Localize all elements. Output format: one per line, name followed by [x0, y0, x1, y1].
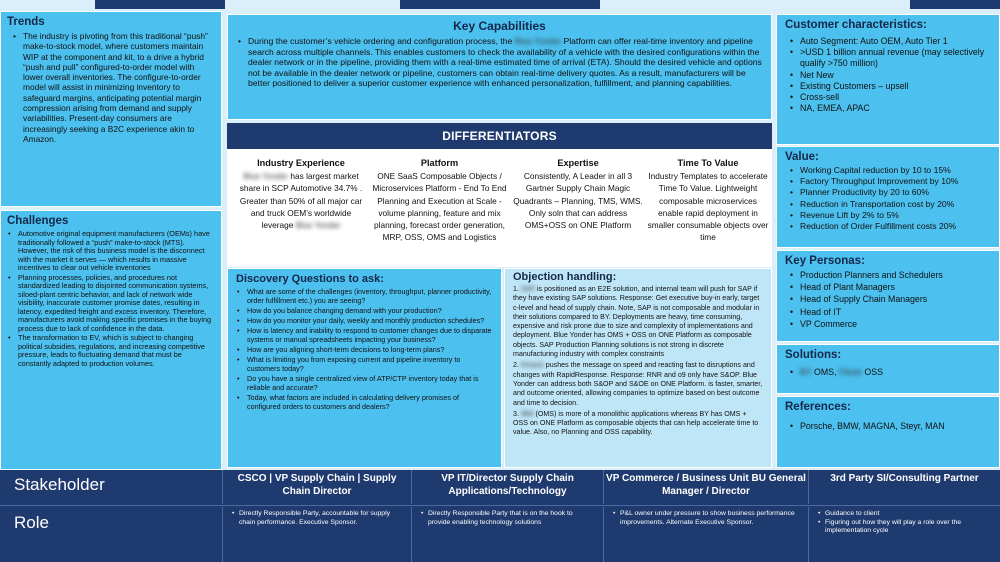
table-header-csco: CSCO | VP Supply Chain | Supply Chain Director: [222, 470, 411, 504]
solution-label: OMS,: [814, 367, 837, 377]
top-strip-left: [95, 0, 225, 9]
stakeholder-table: [0, 470, 1000, 562]
solution-label: OSS: [864, 367, 883, 377]
role-row-label: Role: [14, 513, 49, 532]
list-item: • Reduction in Transportation cost by 20%: [789, 199, 991, 210]
table-cell-role: [808, 507, 1000, 562]
references-title: References:: [785, 401, 851, 413]
diff-heading: Industry Experience: [257, 158, 345, 168]
list-item: • How is latency and inability to respond to customer changes due to disparate systems or manual spreadsheets impacting your business?: [236, 326, 493, 345]
list-item: • >USD 1 billion annual revenue (may selectively qualify >750 million): [789, 47, 991, 69]
challenges-title: Challenges: [7, 215, 69, 227]
list-item: • Net New: [789, 70, 991, 81]
list-item: • Auto Segment: Auto OEM, Auto Tier 1: [789, 36, 991, 47]
blurred-company-name: Blue Yonder: [514, 36, 562, 46]
objection-item: [513, 361, 763, 407]
objection-num: 2.: [513, 361, 519, 370]
diff-heading: Platform: [420, 158, 459, 168]
list-item: • Porsche, BMW, MAGNA, Steyr, MAN: [789, 421, 991, 431]
list-item: • Factory Throughput Improvement by 10%: [789, 176, 991, 187]
customer-list: [785, 36, 991, 114]
key-capabilities-title: Key Capabilities: [453, 19, 546, 33]
diff-text: ONE SaaS Composable Objects / Microservices Platform - End To End Planning and Execution at Scale - volume planning, feature and mix planning, forecast order generation, MRP, OSS, OMS and Logistics: [372, 171, 507, 243]
objection-num: 3.: [513, 409, 519, 418]
table-header-vp-commerce: VP Commerce / Business Unit BU General Manager / Director: [603, 470, 808, 504]
challenges-list: [7, 230, 215, 368]
list-item: • Existing Customers – upsell: [789, 81, 991, 92]
list-item: • Reduction of Order Fulfillment costs 20%: [789, 221, 991, 232]
blurred-company-name: SAP: [520, 285, 535, 293]
top-strip-center: [400, 0, 600, 9]
list-item: • The transformation to EV, which is subject to changing political subsidies, regulations, and increasing competitive pressure, leads to fluctuating demand that must be constantly adapted to production volumes.: [7, 334, 215, 368]
differentiators-body: [227, 149, 772, 267]
list-item: • Directly Responsible Party, accountable for supply chain performance. Executive Sponsor.: [231, 510, 403, 527]
diff-col-time-to-value: [647, 157, 769, 267]
list-item: • Revenue Lift by 2% to 5%: [789, 210, 991, 221]
top-strip-right: [910, 0, 1000, 9]
diff-col-industry: [235, 157, 367, 267]
diff-text: Industry Templates to accelerate Time To Value. Lightweight composable microservices enable rapid deployment in smaller consumable objects over time: [647, 171, 769, 243]
diff-text: [235, 170, 367, 231]
objection-text: pushes the message on speed and reacting fast to disruptions and changes with RapidResponse. Response: RNR and o9 only have S&OP. Blue Yonder can address both S&OP and S&OE on ONE Platform. is faster, smarter, and outcome oriented, allowing companies to optimize based on best outcome and time to decision.: [513, 361, 763, 407]
diff-heading: Expertise: [557, 158, 599, 168]
objection-title: Objection handling:: [513, 271, 617, 283]
discovery-title: Discovery Questions to ask:: [236, 273, 384, 285]
list-item: • Automotive original equipment manufacturers (OEMs) have traditionally followed a “push” make-to-stock (MTS). However, the risk of this business model is the disconnect with the market it serves — which results in massive incentives to clear out vehicle inventories: [7, 230, 215, 273]
value-title: Value:: [785, 151, 819, 163]
personas-title: Key Personas:: [785, 255, 865, 267]
diff-col-expertise: [512, 157, 644, 267]
solutions-title: Solutions:: [785, 349, 842, 361]
table-cell-role: [222, 507, 411, 562]
table-header-vp-it: VP IT/Director Supply Chain Applications/Technology: [411, 470, 603, 504]
objection-num: 1.: [513, 285, 519, 293]
key-personas-panel: [776, 250, 1000, 342]
table-cell-role: [411, 507, 603, 562]
value-panel: [776, 146, 1000, 248]
list-item: • Figuring out how they will play a role over the implementation cycle: [817, 519, 992, 536]
references-panel: [776, 396, 1000, 468]
list-item: • NA, EMEA, APAC: [789, 103, 991, 114]
list-item: • Head of IT: [789, 306, 991, 318]
list-item: • Planning processes, policies, and procedures not standardized leading to disjointed communication systems, siloed-plant centric behavior, and lack of network wide visibility, inaccurate customer promise dates, resulting in latency, expedited freight and excess inventory. Therefore, manufacturers avoid making specific promises in the buying process due to lack of confidence in the data.: [7, 274, 215, 334]
list-item: • Working Capital reduction by 10 to 15%: [789, 165, 991, 176]
list-item: • P&L owner under pressure to show business performance improvements. Alternate Executive Sponsor.: [612, 510, 800, 527]
trends-text: • The industry is pivoting from this traditional “push” make-to-stock model, where customers maintain WIP at the component and kit, to a drive a hybrid “push and pull” configured-to-order model with lower overall inventories. The configure-to-order model will assist in minimizing inventory to safeguard margins, anticipating potential margin compression arising from demand and supply variabilities. Present-day consumers are increasingly seeking a B2C experience akin to Amazon.: [7, 31, 215, 144]
list-item: • Do you have a single centralized view of ATP/CTP inventory today that is reliable and accurate?: [236, 374, 493, 393]
kc-text-before: During the customer’s vehicle ordering and configuration process, the: [248, 36, 515, 46]
stakeholder-row-label: Stakeholder: [14, 475, 105, 494]
personas-list: [785, 269, 991, 330]
trends-title: Trends: [7, 16, 45, 28]
objection-text: is positioned as an E2E solution, and internal team will push for SAP if they have existing SAP solutions. Response: Get executive buy-in early, target c-level and head of supply chain. Note, SAP is not composable and modular in their solutions compared to BY. Deployments are heavy, time consuming, expensive and risk prone due to size and complexity of implementations and deployment. Blue Yonder has OMS + OSS on ONE Platform as composable objects. SAP Production Planning solutions is not strong in discrete manufacturing industry with complex constraints: [513, 285, 760, 359]
list-item: • Cross-sell: [789, 92, 991, 103]
blurred-company-name: Blue Yonder: [295, 220, 341, 231]
solutions-list: [785, 367, 991, 377]
list-item: • What are some of the challenges (inventory, throughput, planner productivity, order fulfillment etc.) you are seeing?: [236, 287, 493, 306]
list-item: • How do you monitor your daily, weekly and monthly production schedules?: [236, 316, 493, 325]
references-list: [785, 421, 991, 431]
table-cell-role: [603, 507, 808, 562]
list-item: • Head of Supply Chain Managers: [789, 293, 991, 305]
list-item: • How do you balance changing demand with your production?: [236, 306, 493, 315]
key-capabilities-text: [236, 36, 763, 89]
list-item: • Head of Plant Managers: [789, 281, 991, 293]
list-item: [789, 367, 991, 377]
discovery-questions-panel: [227, 268, 502, 468]
differentiators-header: DIFFERENTIATORS: [227, 123, 772, 149]
blurred-company-name: Flexis: [838, 367, 862, 377]
blurred-company-name: IBM: [520, 409, 534, 418]
diff-col-platform: [371, 157, 508, 267]
objection-handling-panel: [504, 268, 772, 468]
list-item: • Today, what factors are included in calculating delivery promises of configured orders to customers and dealers?: [236, 393, 493, 412]
table-header-3rd-party: 3rd Party SI/Consulting Partner: [808, 470, 1000, 504]
list-item: • How are you aligning short-term decisions to long-term plans?: [236, 345, 493, 354]
objection-item: [513, 410, 763, 438]
objection-item: [513, 285, 763, 359]
value-list: [785, 165, 991, 232]
blurred-company-name: Kinaxis: [520, 361, 544, 370]
blurred-company-name: BY: [800, 367, 812, 377]
list-item: • Planner Productivity by 20 to 60%: [789, 187, 991, 198]
diff-text: Consistently, A Leader in all 3 Gartner Supply Chain Magic Quadrants – Planning, TMS, WMS. Only soln that can address OMS+OSS on ONE Platform: [513, 171, 643, 231]
table-divider: [0, 505, 1000, 506]
diff-body: has largest market share in SCP Automotive 34.7% . Greater than 50% of all major car and truck OEM’s worldwide leverage: [239, 171, 363, 231]
kc-text-after: Platform can offer real-time inventory and pipeline search across multiple channels. This enables customers to check the availability of a vehicle with the desired configurations within the dealer network or in the pipeline, providing them with a real-time estimated time of arrival (ETA). Should the desired vehicle and options not be available in the dealer network or pipeline, customers can obtain real-time delivery quotes. As a result, manufacturers will be better positioned to deliver a superior customer experience with enhanced personalization, fulfillment, and planning capabilities.: [248, 36, 762, 89]
customer-characteristics-panel: [776, 14, 1000, 145]
diff-heading: Time To Value: [677, 158, 739, 168]
challenges-panel: [0, 210, 222, 470]
trends-panel: [0, 11, 222, 207]
list-item: • Production Planners and Schedulers: [789, 269, 991, 281]
list-item: • VP Commerce: [789, 318, 991, 330]
solutions-panel: [776, 344, 1000, 394]
objection-text: (OMS) is more of a monolithic applications whereas BY has OMS + OSS on ONE Platform as composable objects that can help accelerate time to value. Also, no Planning and OSS capability.: [513, 409, 759, 437]
list-item: • What is limiting you from exposing current and pipeline inventory to customers today?: [236, 355, 493, 374]
list-item: • Guidance to client: [817, 510, 992, 519]
discovery-list: [236, 287, 493, 411]
list-item: • Directly Responsible Party that is on the hook to provide enabling technology solutions: [420, 510, 595, 527]
key-capabilities-panel: [227, 14, 772, 120]
customer-title: Customer characteristics:: [785, 19, 927, 31]
blurred-company-name: Blue Yonder: [243, 171, 289, 181]
